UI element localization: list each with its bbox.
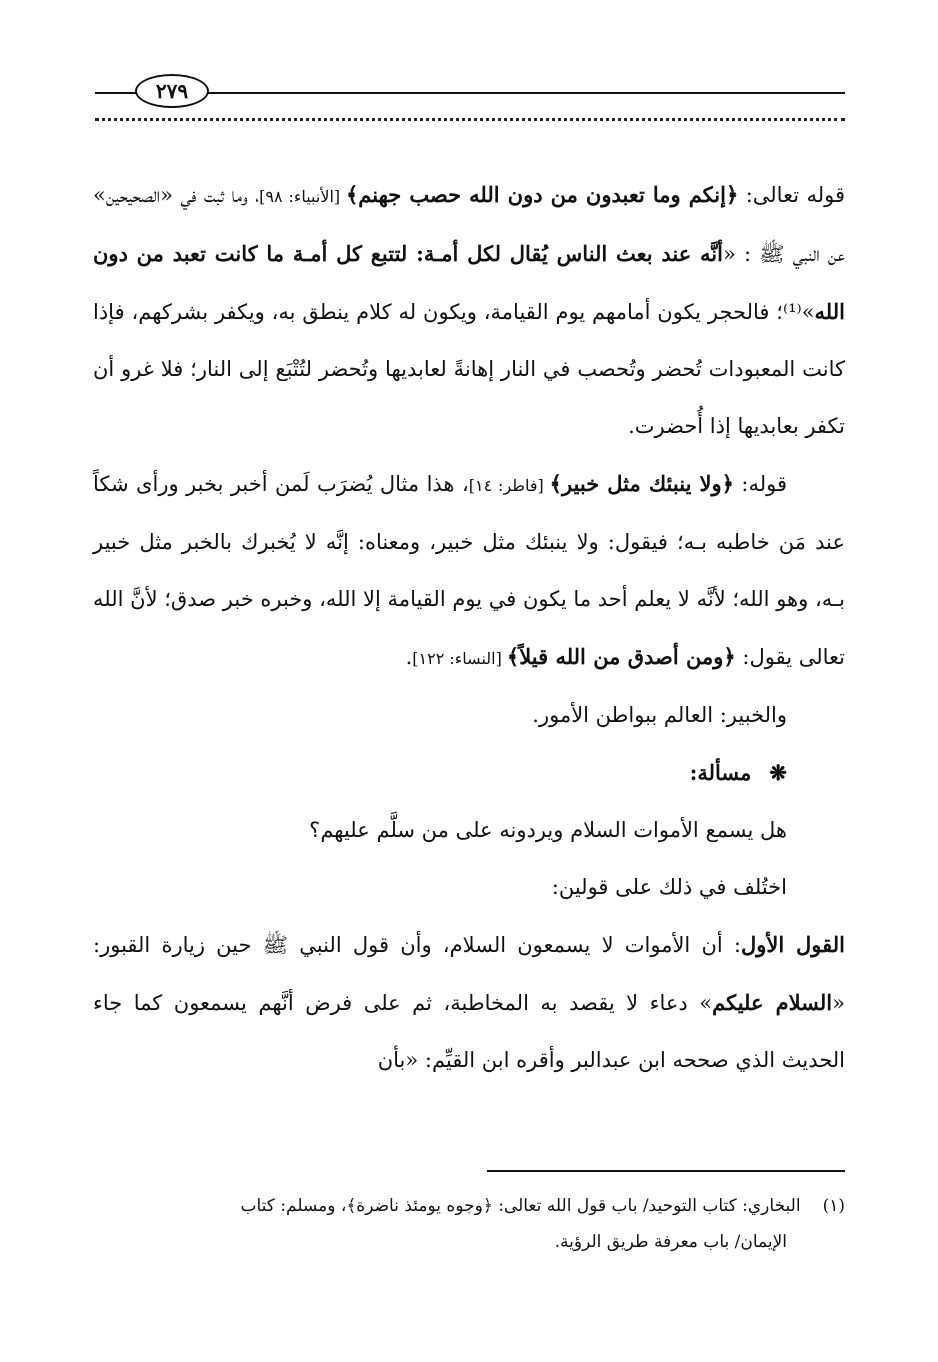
paragraph-4: [93, 916, 845, 1089]
footnote-number: (١): [822, 1196, 845, 1216]
verse-reference: [الأنبياء: ٩٨]: [259, 187, 346, 206]
text-run: البخاري: كتاب التوحيد/ باب قول الله تعالى:: [492, 1196, 801, 1216]
first-opinion-label: القول الأول: [741, 932, 846, 957]
footnote-line-1: [93, 1188, 845, 1224]
hadith-quote: أنَّه عند بعث الناس يُقال لكل أمـة: لتتبع كل أمـة ما كانت تعبد من دون الله: [93, 241, 845, 324]
paragraph-3: والخبير: العالم ببواطن الأمور.: [532, 703, 787, 727]
quran-verse: ﴿ومن أصدق من الله قيلاً﴾: [506, 644, 736, 669]
masala-label: مسألة:: [689, 760, 752, 785]
text-run: ، هذا مثال يُضرَب لَمن أخبر بخبر ورأى شكاً عند مَن خاطبه بـه؛ فيقول: ولا ينبئك مثل خبير، ومعناه: إنَّه لا يُخبرك بالخبر مثل خبير بـه، وهو الله؛ لأنَّه لا يعلم أحد ما يكون في يوم القيامة إلا الله، وخبره خبر صدق؛ لأنَّ الله تعالى يقول:: [93, 472, 846, 669]
verse-reference: [النساء: ١٢٢]: [412, 649, 507, 668]
quran-verse: ﴿وجوه يومئذ ناضرة﴾: [346, 1196, 493, 1216]
text-run: ، وما ثبت في «الصحيحين» عن النبي ﷺ : «: [93, 183, 845, 266]
page-number: ٢٧٩: [155, 79, 189, 103]
quran-verse: ﴿ولا ينبئك مثل خبير﴾: [549, 471, 734, 496]
page-header: [95, 70, 845, 110]
ikhtilaf-text: اختُلف في ذلك على قولين:: [551, 875, 787, 899]
paragraph-2: [93, 455, 845, 687]
text-run: » دعاء لا يقصد به المخاطبة، ثم على فرض أنَّهم يسمعون كما جاء الحديث الذي صححه ابن عبدالبر وأقره ابن القيِّم: «بأن: [93, 991, 845, 1072]
quran-verse: ﴿إنكم وما تعبدون من دون الله حصب جهنم﴾: [345, 182, 739, 207]
paragraph-1: [93, 166, 845, 455]
question-text: هل يسمع الأموات السلام ويردونه على من سلَّم عليهم؟: [309, 818, 787, 842]
text-run: قوله تعالى:: [738, 183, 846, 207]
footnote-line-2: الإيمان/ باب معرفة طريق الرؤية.: [554, 1232, 787, 1252]
asterisk-icon: ❋: [769, 760, 787, 785]
main-text: [93, 166, 845, 1089]
text-run: .: [405, 645, 413, 669]
verse-reference: [فاطر: ١٤]: [468, 476, 550, 495]
footnote: [93, 1188, 845, 1260]
masala-heading: [93, 744, 845, 802]
dotted-divider: [95, 118, 845, 121]
salam-quote: السلام عليكم: [712, 990, 833, 1015]
text-run: قوله:: [733, 472, 788, 496]
text-run: ، ومسلم: كتاب: [240, 1196, 347, 1216]
page-number-badge: [135, 74, 209, 108]
footnote-divider: [487, 1170, 845, 1172]
text-run: : أن الأموات لا يسمعون السلام، وأن قول النبي ﷺ حين زيارة القبور: «: [93, 933, 845, 1015]
text-run: »⁽¹⁾؛ فالحجر يكون أمامهم يوم القيامة، ويكون له كلام ينطق به، ويكفر بشركهم، فإذا كانت المعبودات تُحضر وتُحصب في النار إهانةً لعابديها وتُحضر لتُتْبَع إلى النار؛ فلا غرو أن تكفر بعابديها إذا أُحضرت.: [93, 300, 845, 438]
